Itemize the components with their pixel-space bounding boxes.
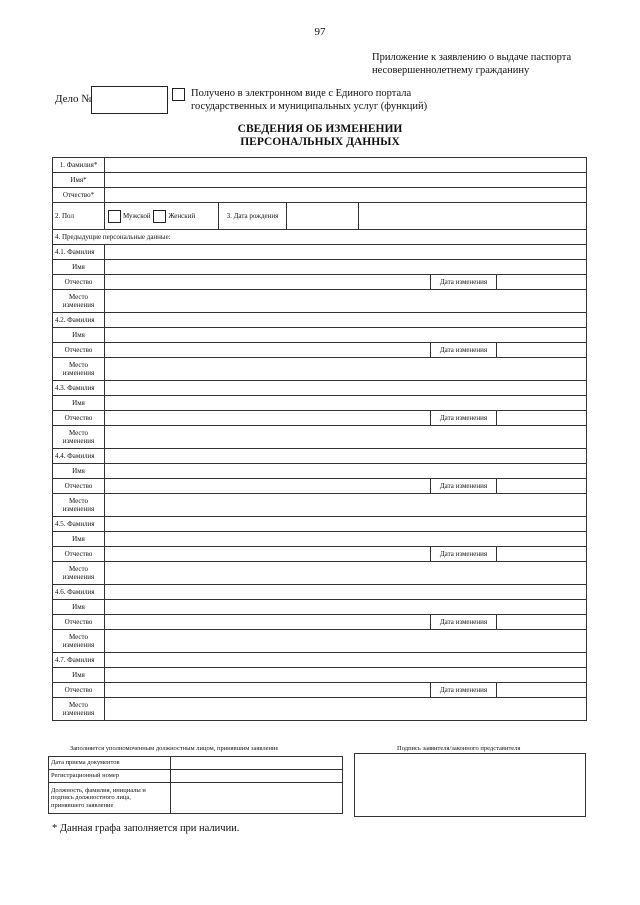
change-place-line-2: изменения xyxy=(62,505,95,513)
prev-patronymic-input[interactable] xyxy=(105,275,431,290)
prev-patronymic-label: Отчество xyxy=(53,683,105,698)
change-place-input[interactable] xyxy=(105,698,587,721)
previous-data-label: 4. Предыдущие персональные данные: xyxy=(53,230,587,245)
case-number-field[interactable] xyxy=(91,86,168,114)
prev-name-label: Имя xyxy=(53,532,105,547)
official-position-input[interactable] xyxy=(170,783,342,814)
prev-name-label: Имя xyxy=(53,668,105,683)
prev-name-input[interactable] xyxy=(105,260,587,275)
surname-input[interactable] xyxy=(105,158,587,173)
prev-name-input[interactable] xyxy=(105,668,587,683)
change-date-label: Дата изменения xyxy=(431,275,497,290)
change-place-label xyxy=(53,358,105,381)
change-place-label xyxy=(53,494,105,517)
date-received-input[interactable] xyxy=(170,757,342,770)
portal-line-1: Получено в электронном виде с Единого портала xyxy=(191,88,412,99)
change-place-line-2: изменения xyxy=(62,437,95,445)
appendix-note xyxy=(372,51,602,77)
prev-surname-label: 4.7. Фамилия xyxy=(53,653,105,668)
prev-patronymic-input[interactable] xyxy=(105,615,431,630)
prev-patronymic-input[interactable] xyxy=(105,547,431,562)
change-place-line-2: изменения xyxy=(62,573,95,581)
surname-label: 1. Фамилия* xyxy=(53,158,105,173)
prev-surname-input[interactable] xyxy=(105,517,587,532)
change-place-line-2: изменения xyxy=(62,301,95,309)
prev-surname-input[interactable] xyxy=(105,449,587,464)
patronymic-input[interactable] xyxy=(105,188,587,203)
change-place-label xyxy=(53,698,105,721)
change-date-label: Дата изменения xyxy=(431,547,497,562)
form-title xyxy=(0,123,640,149)
footnote: * Данная графа заполняется при наличии. xyxy=(52,823,240,834)
official-position-line-3: принявшего заявление xyxy=(51,801,114,809)
prev-name-input[interactable] xyxy=(105,600,587,615)
prev-surname-label: 4.5. Фамилия xyxy=(53,517,105,532)
official-caption: Заполняется уполномоченным должностным лицом, принявшим заявление xyxy=(70,745,279,752)
prev-name-label: Имя xyxy=(53,600,105,615)
prev-surname-label: 4.2. Фамилия xyxy=(53,313,105,328)
appendix-line-1: Приложение к заявлению о выдаче паспорта xyxy=(372,52,572,63)
personal-data-form xyxy=(52,157,587,721)
gender-options xyxy=(105,203,219,230)
change-place-label xyxy=(53,426,105,449)
prev-surname-label: 4.1. Фамилия xyxy=(53,245,105,260)
change-place-line-1: Место xyxy=(69,293,88,301)
change-date-label: Дата изменения xyxy=(431,411,497,426)
change-date-input[interactable] xyxy=(497,615,587,630)
prev-name-label: Имя xyxy=(53,396,105,411)
change-place-input[interactable] xyxy=(105,494,587,517)
prev-name-label: Имя xyxy=(53,260,105,275)
birth-date-day[interactable] xyxy=(287,203,359,230)
name-label: Имя* xyxy=(53,173,105,188)
official-position-line-1: Должность, фамилия, инициалы и xyxy=(51,786,146,794)
prev-patronymic-input[interactable] xyxy=(105,683,431,698)
change-date-input[interactable] xyxy=(497,411,587,426)
prev-name-label: Имя xyxy=(53,328,105,343)
change-date-label: Дата изменения xyxy=(431,615,497,630)
prev-name-input[interactable] xyxy=(105,464,587,479)
birth-date-input[interactable] xyxy=(359,203,587,230)
prev-surname-input[interactable] xyxy=(105,313,587,328)
prev-surname-label: 4.6. Фамилия xyxy=(53,585,105,600)
case-number-label: Дело № xyxy=(55,93,92,105)
prev-name-input[interactable] xyxy=(105,532,587,547)
prev-patronymic-label: Отчество xyxy=(53,479,105,494)
male-label: Мужской xyxy=(123,211,151,220)
male-checkbox[interactable] xyxy=(108,210,121,223)
change-place-line-2: изменения xyxy=(62,641,95,649)
change-place-line-1: Место xyxy=(69,701,88,709)
change-place-line-1: Место xyxy=(69,633,88,641)
change-place-input[interactable] xyxy=(105,290,587,313)
change-place-line-1: Место xyxy=(69,497,88,505)
prev-surname-label: 4.4. Фамилия xyxy=(53,449,105,464)
prev-name-input[interactable] xyxy=(105,328,587,343)
change-place-label xyxy=(53,290,105,313)
change-place-line-1: Место xyxy=(69,429,88,437)
prev-surname-input[interactable] xyxy=(105,653,587,668)
form-title-line-1: СВЕДЕНИЯ ОБ ИЗМЕНЕНИИ xyxy=(237,123,403,135)
prev-name-input[interactable] xyxy=(105,396,587,411)
change-date-input[interactable] xyxy=(497,275,587,290)
appendix-line-2: несовершеннолетнему гражданину xyxy=(372,65,530,76)
prev-surname-input[interactable] xyxy=(105,585,587,600)
date-received-label: Дата приема документов xyxy=(49,757,171,770)
prev-patronymic-input[interactable] xyxy=(105,343,431,358)
change-place-input[interactable] xyxy=(105,426,587,449)
signature-caption: Подпись заявителя/законного представителя xyxy=(397,745,521,752)
prev-surname-label: 4.3. Фамилия xyxy=(53,381,105,396)
change-place-line-2: изменения xyxy=(62,709,95,717)
prev-name-label: Имя xyxy=(53,464,105,479)
reg-number-label: Регистрационный номер xyxy=(49,770,171,783)
change-place-input[interactable] xyxy=(105,358,587,381)
change-date-label: Дата изменения xyxy=(431,343,497,358)
portal-checkbox[interactable] xyxy=(172,88,185,101)
prev-patronymic-label: Отчество xyxy=(53,615,105,630)
gender-label: 2. Пол xyxy=(53,203,105,230)
change-date-label: Дата изменения xyxy=(431,479,497,494)
change-place-line-1: Место xyxy=(69,565,88,573)
prev-patronymic-label: Отчество xyxy=(53,275,105,290)
prev-patronymic-input[interactable] xyxy=(105,411,431,426)
change-date-input[interactable] xyxy=(497,683,587,698)
female-label: Женский xyxy=(168,211,196,220)
change-place-line-1: Место xyxy=(69,361,88,369)
prev-patronymic-label: Отчество xyxy=(53,411,105,426)
change-date-label: Дата изменения xyxy=(431,683,497,698)
birth-date-label: 3. Дата рождения xyxy=(219,203,287,230)
prev-surname-input[interactable] xyxy=(105,245,587,260)
official-position-label xyxy=(49,783,171,814)
change-place-label xyxy=(53,630,105,653)
page-number: 97 xyxy=(314,26,326,38)
change-place-input[interactable] xyxy=(105,630,587,653)
name-input[interactable] xyxy=(105,173,587,188)
female-checkbox[interactable] xyxy=(153,210,166,223)
official-table xyxy=(48,756,343,814)
portal-line-2: государственных и муниципальных услуг (функций) xyxy=(191,101,428,112)
form-title-line-2: ПЕРСОНАЛЬНЫХ ДАННЫХ xyxy=(240,136,400,148)
official-position-line-2: подпись должностного лица, xyxy=(51,794,131,802)
prev-patronymic-input[interactable] xyxy=(105,479,431,494)
prev-surname-input[interactable] xyxy=(105,381,587,396)
change-date-input[interactable] xyxy=(497,547,587,562)
change-place-input[interactable] xyxy=(105,562,587,585)
portal-label xyxy=(191,87,461,113)
change-date-input[interactable] xyxy=(497,479,587,494)
prev-patronymic-label: Отчество xyxy=(53,547,105,562)
patronymic-label: Отчество* xyxy=(53,188,105,203)
applicant-signature-box[interactable] xyxy=(354,753,586,817)
prev-patronymic-label: Отчество xyxy=(53,343,105,358)
change-place-label xyxy=(53,562,105,585)
change-place-line-2: изменения xyxy=(62,369,95,377)
change-date-input[interactable] xyxy=(497,343,587,358)
reg-number-input[interactable] xyxy=(170,770,342,783)
